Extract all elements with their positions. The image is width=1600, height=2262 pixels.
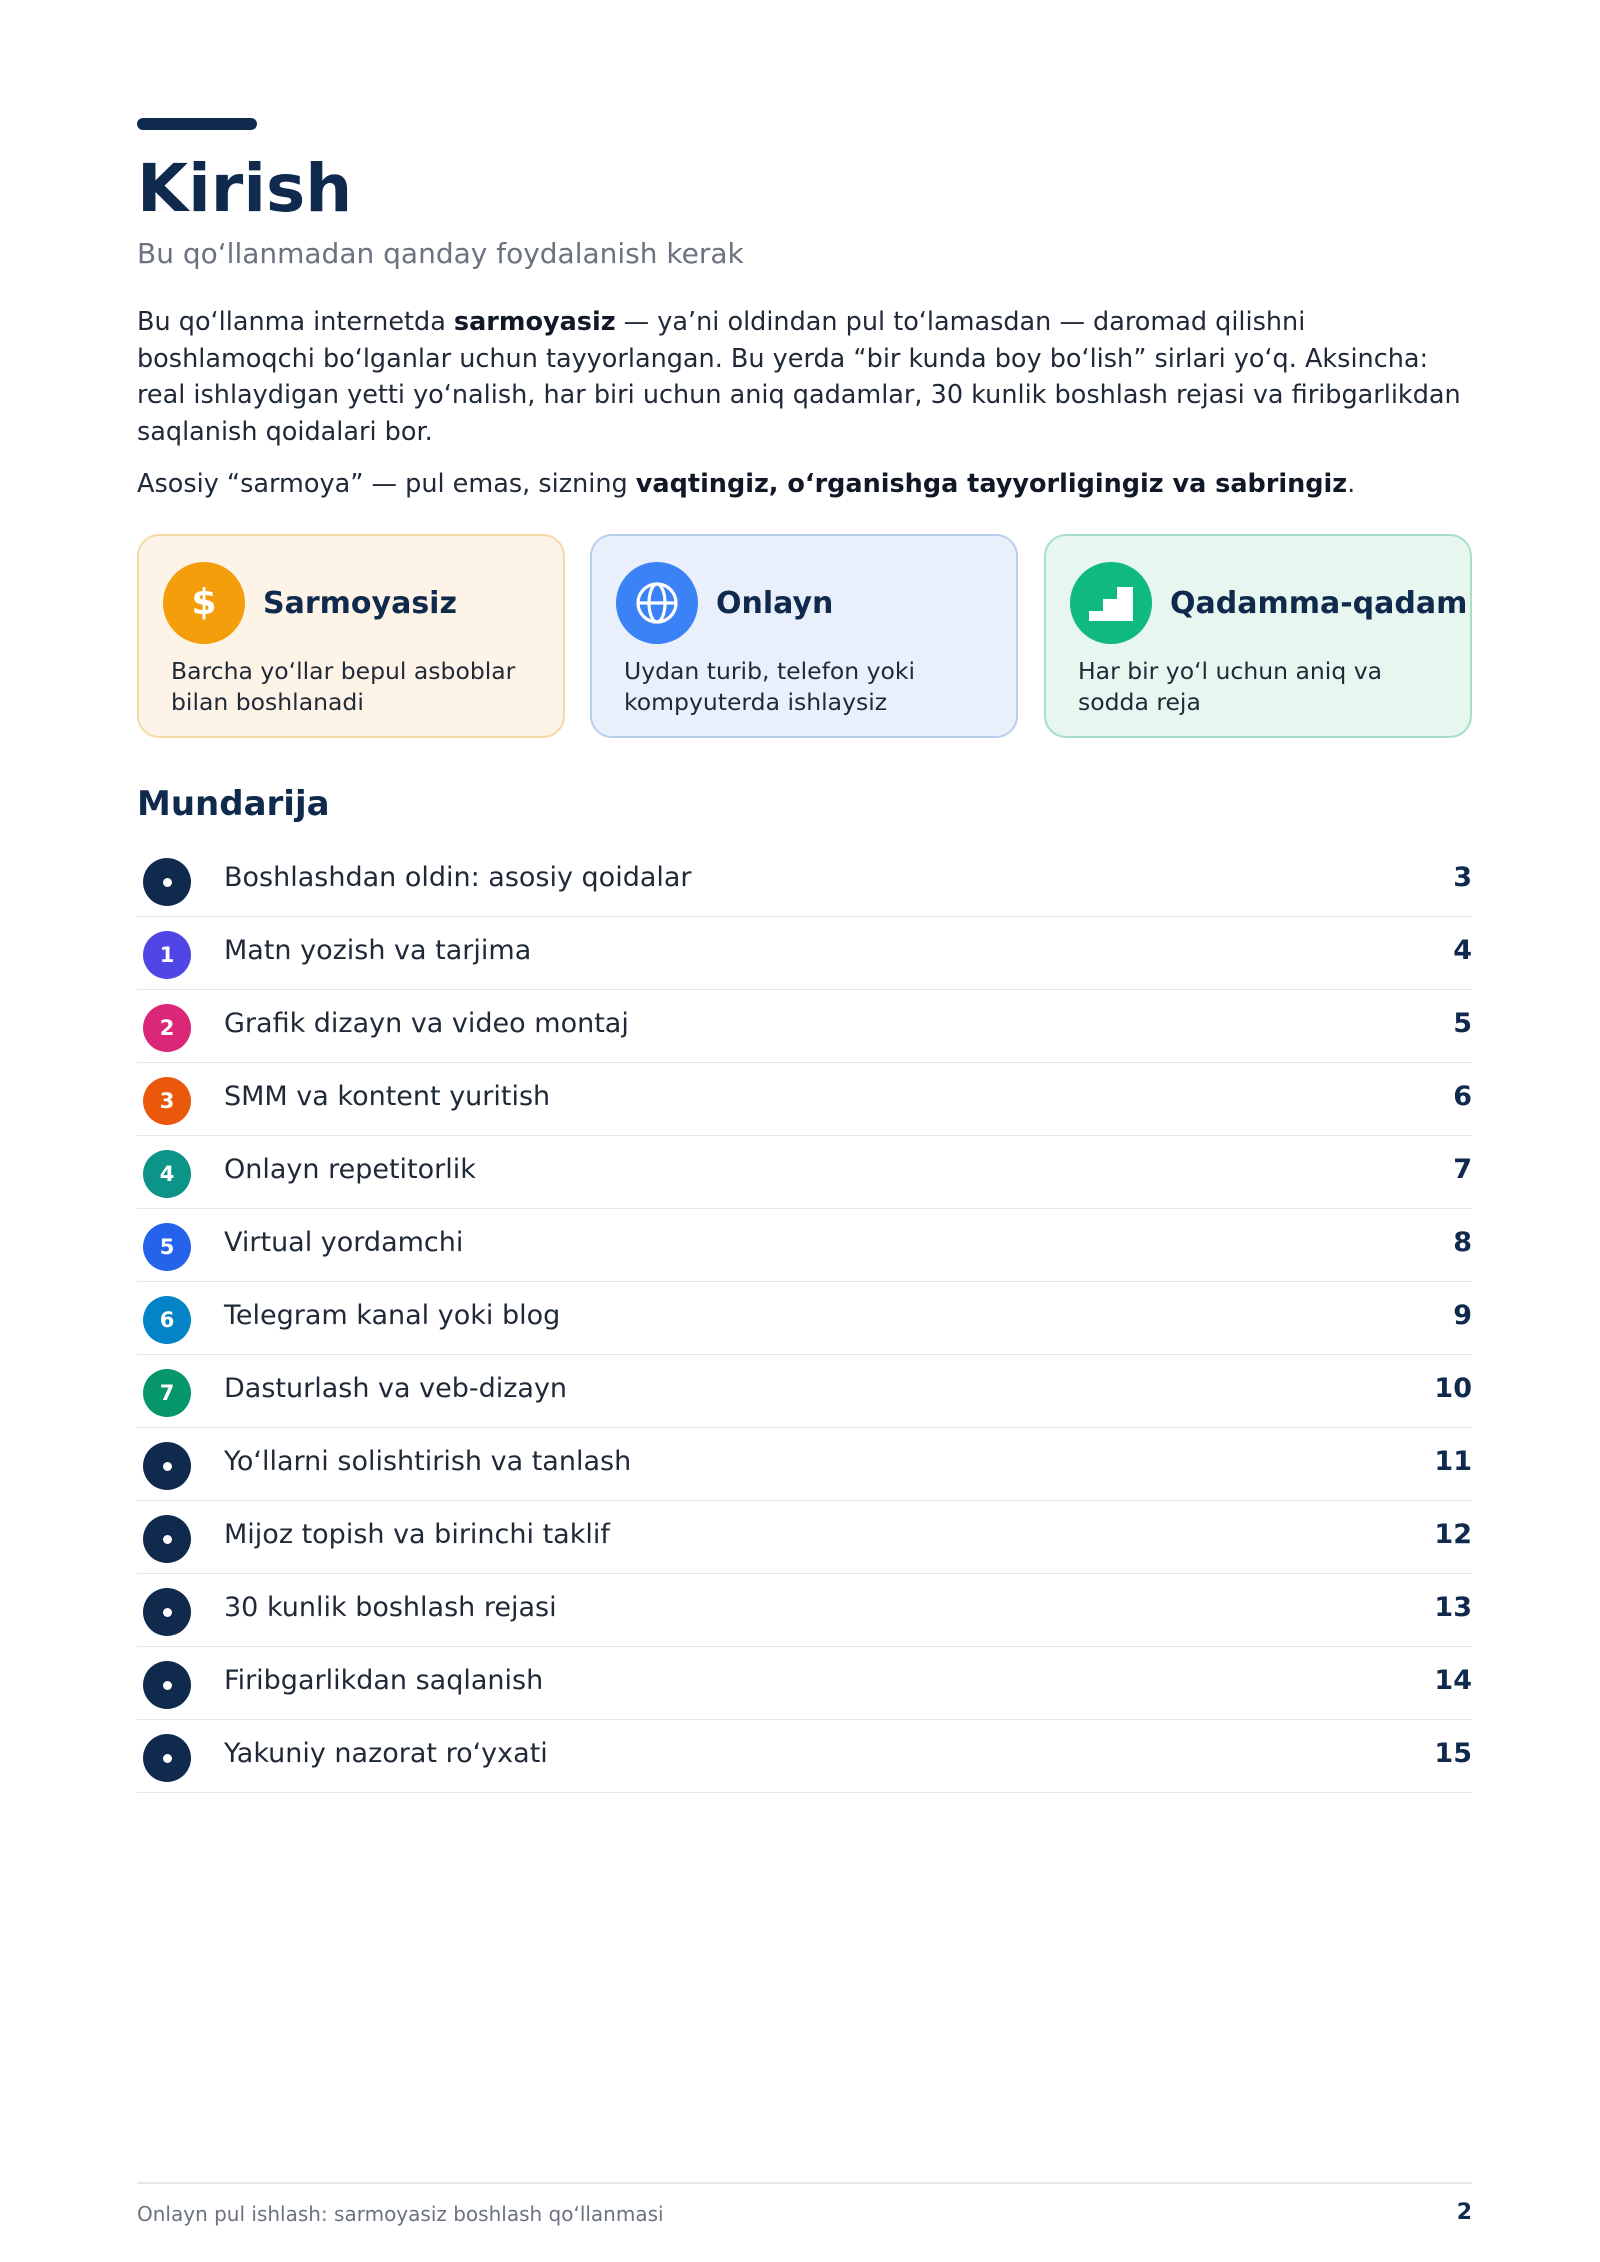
intro-paragraph-2	[137, 466, 1472, 502]
toc-item-badge	[143, 1734, 191, 1782]
intro-bold: vaqtingiz, o‘rganishga tayyorligingiz va sabringiz	[635, 469, 1348, 499]
toc-item-badge: 3	[143, 1077, 191, 1125]
footer-title: Onlayn pul ishlash: sarmoyasiz boshlash qo‘llanmasi	[137, 2202, 664, 2226]
bullet-dot-icon	[163, 1462, 172, 1471]
toc-item-badge: 7	[143, 1369, 191, 1417]
feature-card-sarmoyasiz	[137, 534, 565, 738]
card-text: Barcha yo‘llar bepul asboblar bilan boshlanadi	[171, 657, 516, 716]
toc-item-badge	[143, 858, 191, 906]
toc-item-badge	[143, 1588, 191, 1636]
bullet-dot-icon	[163, 1681, 172, 1690]
toc-item-label: 30 kunlik boshlash rejasi	[224, 1592, 557, 1623]
toc-item-label: SMM va kontent yuritish	[224, 1081, 551, 1112]
toc-item-badge: 5	[143, 1223, 191, 1271]
toc-item[interactable]	[137, 1136, 1472, 1209]
toc-item-label: Mijoz topish va birinchi taklif	[224, 1519, 610, 1550]
intro-text: Bu qo‘llanma internetda	[137, 307, 454, 337]
toc-item-badge: 4	[143, 1150, 191, 1198]
globe-icon	[616, 562, 698, 644]
bullet-dot-icon	[163, 1754, 172, 1763]
page-subtitle: Bu qo‘llanmadan qanday foydalanish kerak	[137, 237, 744, 270]
feature-card-onlayn	[590, 534, 1018, 738]
dollar-icon	[163, 562, 245, 644]
toc-item-page: 12	[1434, 1519, 1472, 1550]
stairs-icon	[1070, 562, 1152, 644]
toc-item-badge	[143, 1661, 191, 1709]
toc-item[interactable]	[137, 1209, 1472, 1282]
toc-item-label: Onlayn repetitorlik	[224, 1154, 476, 1185]
page-title: Kirish	[137, 150, 353, 227]
toc-item-badge: 1	[143, 931, 191, 979]
toc-item-label: Grafik dizayn va video montaj	[224, 1008, 629, 1039]
toc-item-page: 5	[1453, 1008, 1472, 1039]
toc-item-page: 4	[1453, 935, 1472, 966]
card-text: Har bir yo‘l uchun aniq va sodda reja	[1078, 657, 1383, 716]
toc-item[interactable]	[137, 1428, 1472, 1501]
toc-item[interactable]	[137, 1282, 1472, 1355]
toc-item-page: 6	[1453, 1081, 1472, 1112]
svg-text:$: $	[191, 582, 217, 623]
toc-item-label: Virtual yordamchi	[224, 1227, 464, 1258]
intro-text: — ya’ni oldindan pul to‘lamasdan — daromad qilishni boshlamoqchi bo‘lganlar uchun tayyorlangan. Bu yerda “bir kunda boy bo‘lish” sirlari yo‘q. Aksincha: real ishlaydigan yetti yo‘nalish, har biri uchun aniq qadamlar, 30 kunlik boshlash rejasi va firibgarlikdan saqlanish qoidalari bor.	[137, 307, 1461, 447]
toc-item-label: Dasturlash va veb-dizayn	[224, 1373, 568, 1404]
bullet-dot-icon	[163, 878, 172, 887]
bullet-dot-icon	[163, 1535, 172, 1544]
toc-item-label: Yo‘llarni solishtirish va tanlash	[224, 1446, 632, 1477]
toc-item[interactable]	[137, 917, 1472, 990]
card-title: Qadamma-qadam	[1170, 586, 1468, 621]
toc-item-page: 8	[1453, 1227, 1472, 1258]
toc-item-page: 11	[1434, 1446, 1472, 1477]
toc-item-page: 15	[1434, 1738, 1472, 1769]
card-title: Onlayn	[716, 586, 834, 621]
toc-item[interactable]	[137, 1501, 1472, 1574]
intro-bold: sarmoyasiz	[453, 307, 616, 337]
card-title: Sarmoyasiz	[263, 586, 457, 621]
footer-divider	[137, 2182, 1472, 2184]
toc-item[interactable]	[137, 990, 1472, 1063]
toc-item[interactable]	[137, 1574, 1472, 1647]
table-of-contents	[137, 844, 1472, 1793]
toc-item-badge	[143, 1442, 191, 1490]
card-text: Uydan turib, telefon yoki kompyuterda ishlaysiz	[624, 657, 916, 716]
toc-item-page: 10	[1434, 1373, 1472, 1404]
toc-item-label: Telegram kanal yoki blog	[224, 1300, 561, 1331]
accent-bar	[137, 118, 257, 130]
toc-item-label: Matn yozish va tarjima	[224, 935, 532, 966]
toc-item-page: 13	[1434, 1592, 1472, 1623]
toc-item-badge: 2	[143, 1004, 191, 1052]
toc-item[interactable]	[137, 1355, 1472, 1428]
toc-item-label: Firibgarlikdan saqlanish	[224, 1665, 544, 1696]
intro-paragraph	[137, 304, 1472, 450]
bullet-dot-icon	[163, 1608, 172, 1617]
intro-text: Asosiy “sarmoya” — pul emas, sizning	[137, 469, 636, 499]
toc-item-label: Boshlashdan oldin: asosiy qoidalar	[224, 862, 692, 893]
toc-item-badge: 6	[143, 1296, 191, 1344]
feature-cards	[137, 534, 1472, 742]
toc-item-label: Yakuniy nazorat ro‘yxati	[224, 1738, 548, 1769]
intro-text: .	[1347, 469, 1356, 499]
toc-item[interactable]	[137, 844, 1472, 917]
toc-heading: Mundarija	[137, 784, 330, 824]
toc-item-page: 7	[1453, 1154, 1472, 1185]
toc-item-page: 9	[1453, 1300, 1472, 1331]
toc-item[interactable]	[137, 1720, 1472, 1793]
toc-item-page: 14	[1434, 1665, 1472, 1696]
toc-item-badge	[143, 1515, 191, 1563]
footer-page-number: 2	[1456, 2200, 1472, 2225]
feature-card-qadamma-qadam	[1044, 534, 1472, 738]
toc-item[interactable]	[137, 1063, 1472, 1136]
toc-item-page: 3	[1453, 862, 1472, 893]
toc-item[interactable]	[137, 1647, 1472, 1720]
